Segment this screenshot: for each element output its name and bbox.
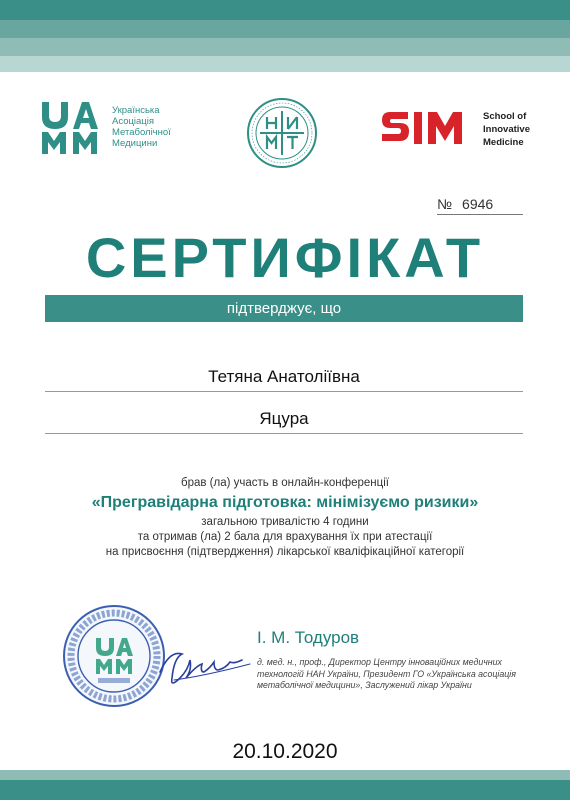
signer-desc-line3: метаболічної медицини», Заслужений лікар України (257, 680, 472, 690)
uam-logo (40, 100, 220, 160)
nimt-emblem-icon (246, 97, 318, 169)
uam-logo-icon (40, 100, 106, 156)
certificate-title: СЕРТИФІКАТ (85, 226, 485, 289)
conference-title: «Прегравідарна підготовка: мінімізуємо ризики» (91, 494, 479, 511)
header-stripe-2 (0, 20, 570, 38)
uam-text-line1: Українська (112, 105, 160, 116)
footer-stripe-2 (0, 780, 570, 800)
sim-logo (380, 106, 550, 156)
signature-icon (156, 642, 256, 690)
sim-text-line3: Medicine (483, 137, 524, 148)
uam-text-line2: Асоціація (112, 116, 155, 127)
duration-text: загальною тривалістю 4 години (201, 516, 369, 528)
uam-logo-text (112, 105, 222, 149)
signer-desc-line1: д. мед. н., проф., Директор Центру інноваційних медичних (257, 657, 502, 667)
signer-name: І. М. Тодуров (257, 628, 360, 647)
number-value: 6946 (462, 196, 494, 212)
header-stripe-3 (0, 38, 570, 56)
recipient-first-names: Тетяна Анатоліївна (45, 367, 523, 392)
sim-text-line2: Innovative (483, 124, 530, 135)
confirms-banner: підтверджує, що (45, 295, 523, 322)
header-stripe-1 (0, 0, 570, 20)
sim-text-line1: School of (483, 111, 527, 122)
sim-logo-icon (380, 106, 478, 152)
recipient-surname: Яцура (45, 409, 523, 434)
purpose-text: на присвоєння (підтвердження) лікарської кваліфікаційної категорії (105, 546, 465, 558)
certificate-number (437, 196, 523, 215)
signer-description (257, 657, 517, 692)
signer-desc-line2: технологій НАН України, Президент ГО «Українська асоціація (257, 668, 516, 679)
points-text: та отримав (ла) 2 бала для врахування їх при атестації (137, 531, 433, 543)
footer-stripe-1 (0, 770, 570, 780)
uam-text-line4: Медицини (112, 138, 158, 149)
association-seal-icon (62, 604, 166, 708)
participation-text: брав (ла) участь в онлайн-конференції (181, 477, 389, 489)
issue-date: 20.10.2020 (232, 740, 338, 763)
header-stripe-4 (0, 56, 570, 72)
number-symbol: № (437, 196, 453, 212)
sim-logo-text (483, 110, 530, 149)
uam-text-line3: Метаболічної (112, 127, 171, 138)
